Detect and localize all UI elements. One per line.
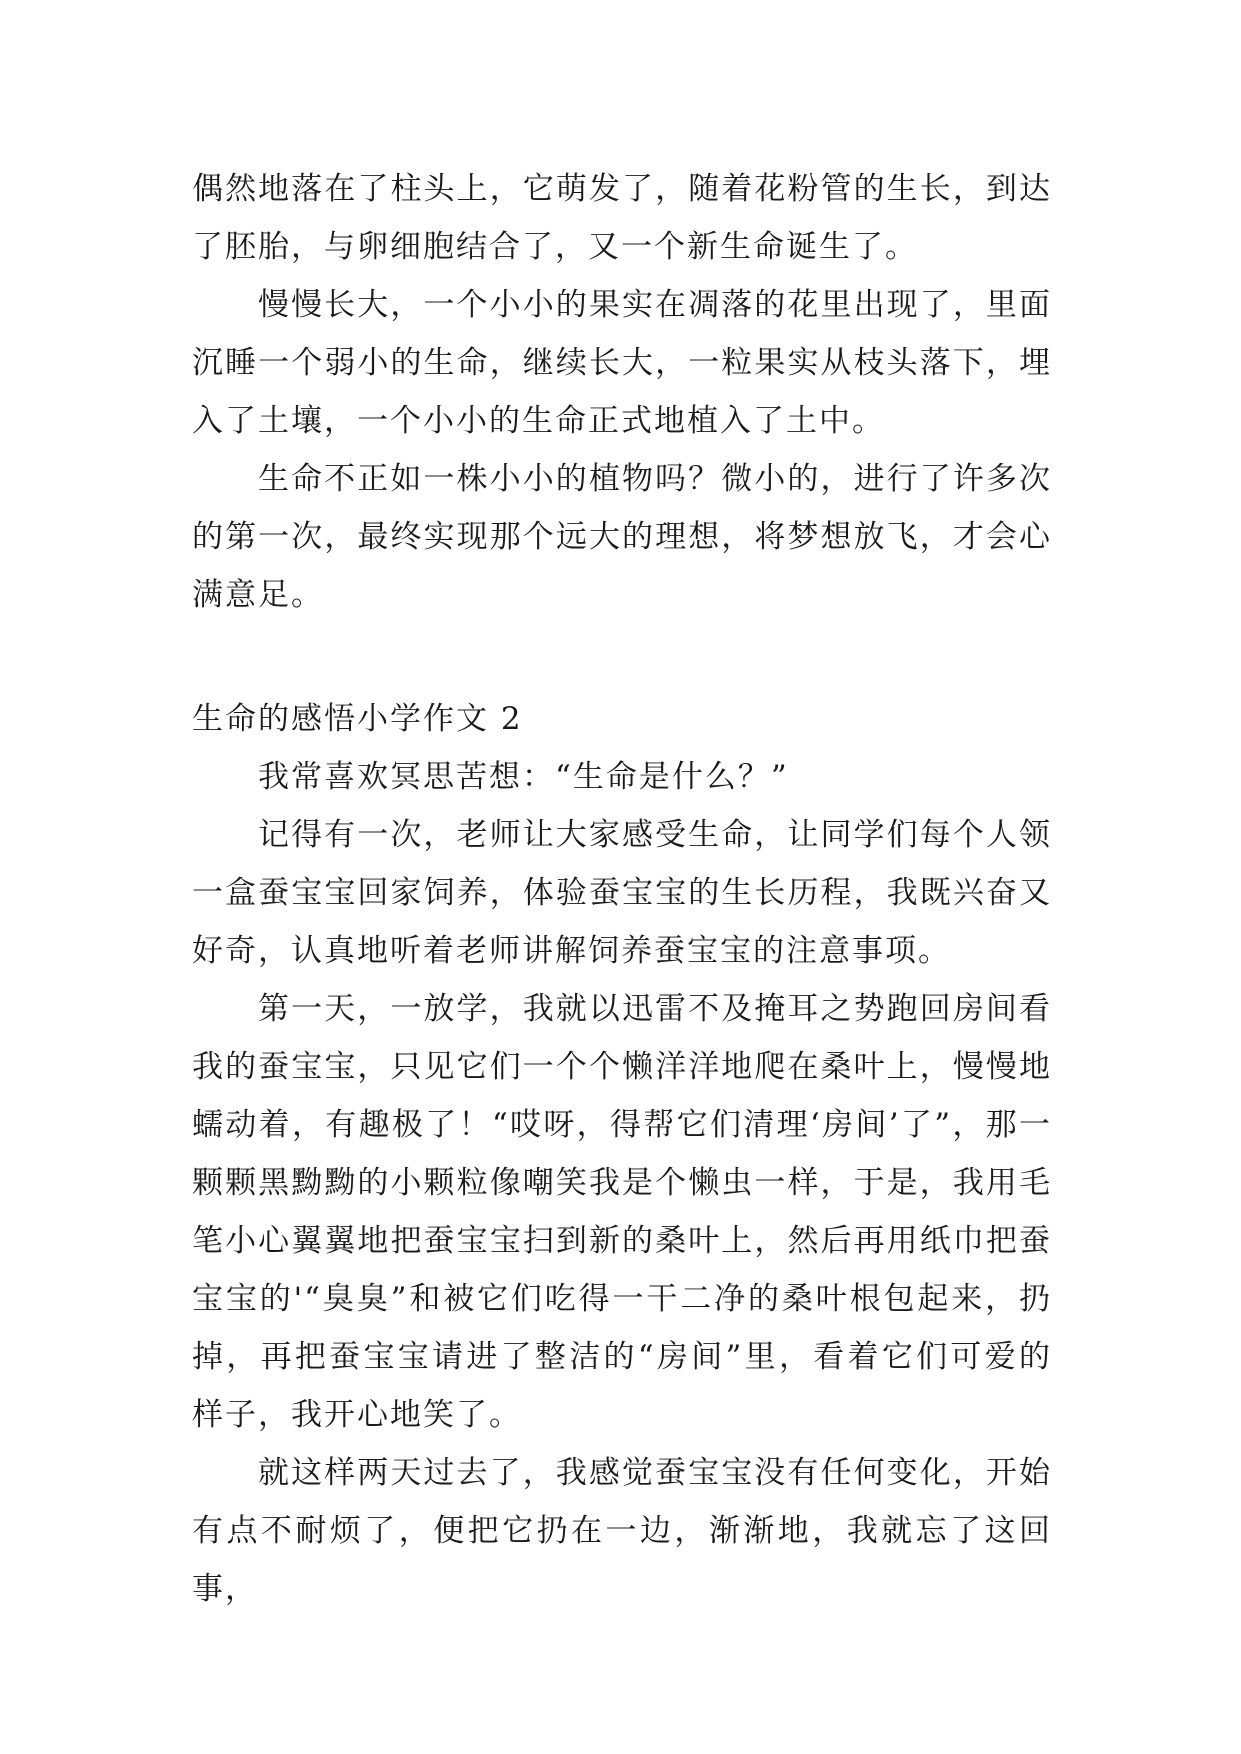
paragraph: 第一天，一放学，我就以迅雷不及掩耳之势跑回房间看我的蚕宝宝，只见它们一个个懒洋洋地爬在桑叶上，慢慢地蠕动着，有趣极了！“哎呀，得帮它们清理‘房间’了”，那一颗颗黑黝黝的小颗粒像嘲笑我是个懒虫一样，于是，我用毛笔小心翼翼地把蚕宝宝扫到新的桑叶上，然后再用纸巾把蚕宝宝的'“臭臭”和被它们吃得一干二净的桑叶根包起来，扔掉，再把蚕宝宝请进了整洁的“房间”里，看着它们可爱的样子，我开心地笑了。 [192, 991, 1052, 1433]
paragraph: 就这样两天过去了，我感觉蚕宝宝没有任何变化，开始有点不耐烦了，便把它扔在一边，渐渐地，我就忘了这回事， [192, 1455, 1052, 1607]
paragraph: 慢慢长大，一个小小的果实在凋落的花里出现了，里面沉睡一个弱小的生命，继续长大，一粒果实从枝头落下，埋入了土壤，一个小小的生命正式地植入了土中。 [192, 287, 1052, 439]
paragraph: 记得有一次，老师让大家感受生命，让同学们每个人领一盒蚕宝宝回家饲养，体验蚕宝宝的生长历程，我既兴奋又好奇，认真地听着老师讲解饲养蚕宝宝的注意事项。 [192, 817, 1052, 969]
article-title: 生命的感悟小学作文 2 [192, 701, 523, 737]
paragraph: 我常喜欢冥思苦想：“生命是什么？” [258, 759, 789, 795]
paragraph-continued: 偶然地落在了柱头上，它萌发了，随着花粉管的生长，到达了胚胎，与卵细胞结合了，又一个新生命诞生了。 [192, 171, 1052, 265]
document-body [192, 160, 1052, 1618]
paragraph: 生命不正如一株小小的植物吗？微小的，进行了许多次的第一次，最终实现那个远大的理想，将梦想放飞，才会心满意足。 [192, 461, 1052, 613]
